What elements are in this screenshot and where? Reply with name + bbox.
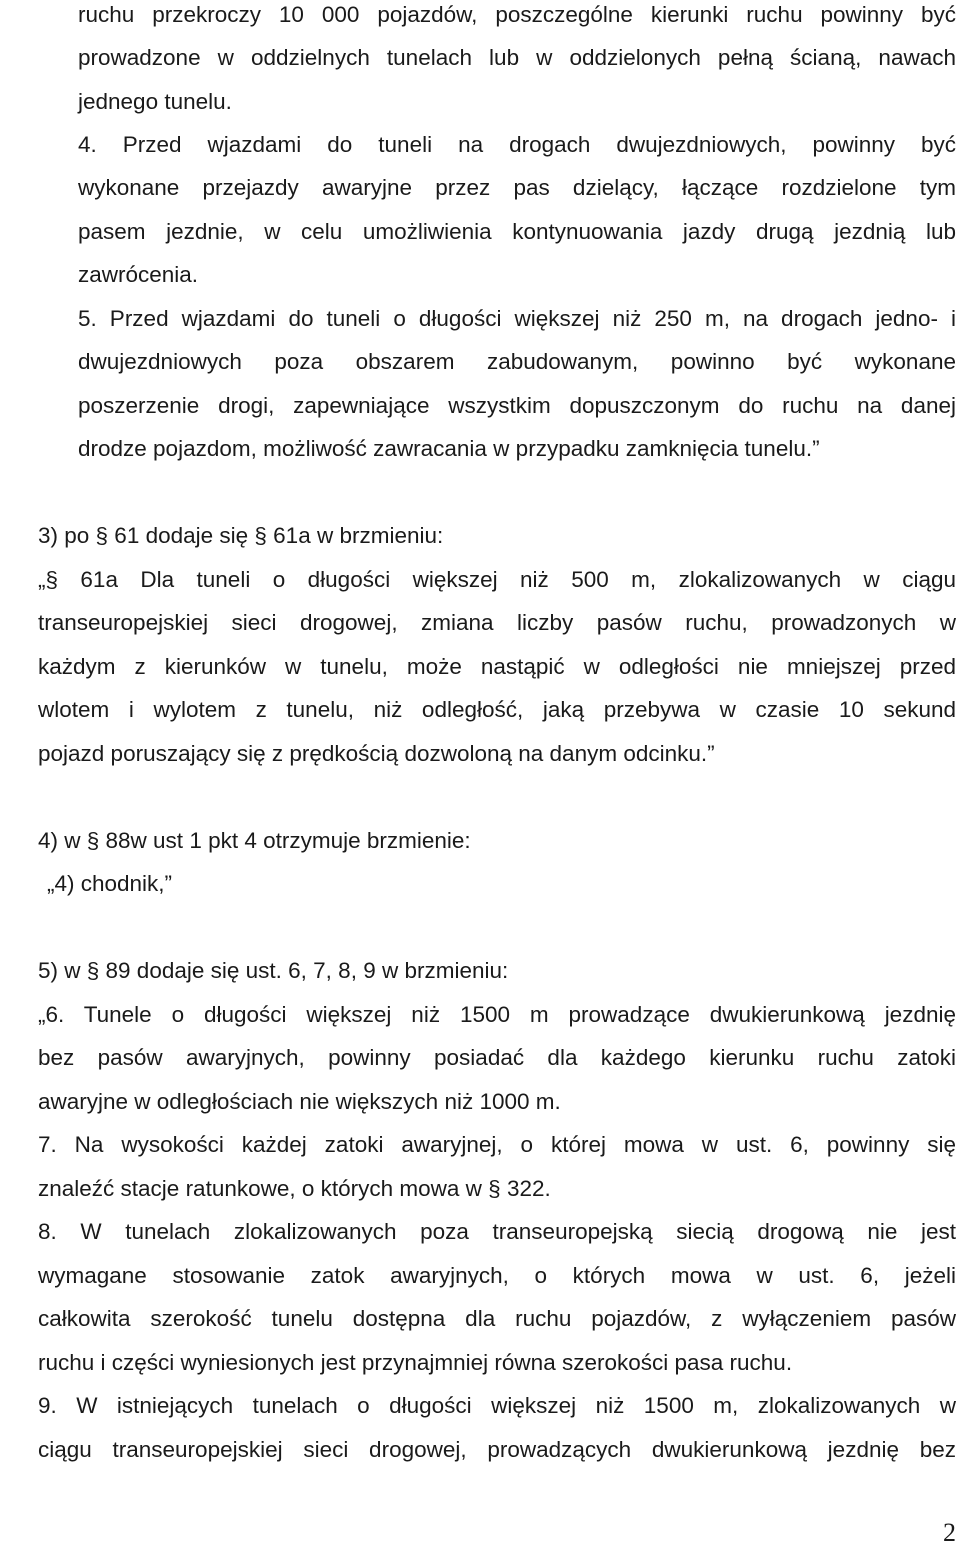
text-line: 8. W tunelach zlokalizowanych poza transeuropejską siecią drogową nie jest	[38, 1219, 956, 1244]
text-line: pojazd poruszający się z prędkością dozwoloną na danym odcinku.”	[38, 741, 715, 766]
text-line: wykonane przejazdy awaryjne przez pas dzielący, łączące rozdzielone tym	[78, 175, 956, 200]
text-line: 9. W istniejących tunelach o długości większej niż 1500 m, zlokalizowanych w	[38, 1393, 956, 1418]
text-line: transeuropejskiej sieci drogowej, zmiana liczby pasów ruchu, prowadzonych w	[38, 610, 956, 635]
text-line: wymagane stosowanie zatok awaryjnych, o których mowa w ust. 6, jeżeli	[38, 1263, 956, 1288]
text-line: poszerzenie drogi, zapewniające wszystkim dopuszczonym do ruchu na danej	[78, 393, 956, 418]
text-line: „§ 61a Dla tuneli o długości większej niż 500 m, zlokalizowanych w ciągu	[38, 567, 956, 592]
text-line: każdym z kierunków w tunelu, może nastąpić w odległości nie mniejszej przed	[38, 654, 956, 679]
page-number: 2	[943, 1518, 956, 1547]
text-line: 4. Przed wjazdami do tuneli na drogach dwujezdniowych, powinny być	[78, 132, 956, 157]
text-line: prowadzone w oddzielnych tunelach lub w oddzielonych pełną ścianą, nawach	[78, 45, 956, 70]
text-line: ciągu transeuropejskiej sieci drogowej, prowadzących dwukierunkową jezdnię bez	[38, 1437, 956, 1462]
text-line: „6. Tunele o długości większej niż 1500 m prowadzące dwukierunkową jezdnię	[38, 1002, 956, 1027]
text-line: drodze pojazdom, możliwość zawracania w przypadku zamknięcia tunelu.”	[78, 436, 820, 461]
list-item-heading: 4) w § 88w ust 1 pkt 4 otrzymuje brzmienie:	[38, 828, 471, 853]
text-line: całkowita szerokość tunelu dostępna dla ruchu pojazdów, z wyłączeniem pasów	[38, 1306, 956, 1331]
text-line: dwujezdniowych poza obszarem zabudowanym, powinno być wykonane	[78, 349, 956, 374]
text-line: znaleźć stacje ratunkowe, o których mowa w § 322.	[38, 1176, 551, 1201]
text-line: pasem jezdnie, w celu umożliwienia kontynuowania jazdy drugą jezdnią lub	[78, 219, 956, 244]
text-line: jednego tunelu.	[78, 89, 232, 114]
text-line: ruchu i części wyniesionych jest przynajmniej równa szerokości pasa ruchu.	[38, 1350, 793, 1375]
text-line: bez pasów awaryjnych, powinny posiadać dla każdego kierunku ruchu zatoki	[38, 1045, 956, 1070]
text-line: 5. Przed wjazdami do tuneli o długości większej niż 250 m, na drogach jedno- i	[78, 306, 956, 331]
list-item-heading: 3) po § 61 dodaje się § 61a w brzmieniu:	[38, 523, 444, 548]
text-line: 7. Na wysokości każdej zatoki awaryjnej, o której mowa w ust. 6, powinny się	[38, 1132, 956, 1157]
text-line: „4) chodnik,”	[47, 871, 173, 896]
text-line: zawrócenia.	[78, 262, 199, 287]
list-item-heading: 5) w § 89 dodaje się ust. 6, 7, 8, 9 w brzmieniu:	[38, 958, 509, 983]
text-line: wlotem i wylotem z tunelu, niż odległość, jaką przebywa w czasie 10 sekund	[38, 697, 956, 722]
text-line: ruchu przekroczy 10 000 pojazdów, poszczególne kierunki ruchu powinny być	[78, 2, 956, 27]
text-line: awaryjne w odległościach nie większych niż 1000 m.	[38, 1089, 561, 1114]
